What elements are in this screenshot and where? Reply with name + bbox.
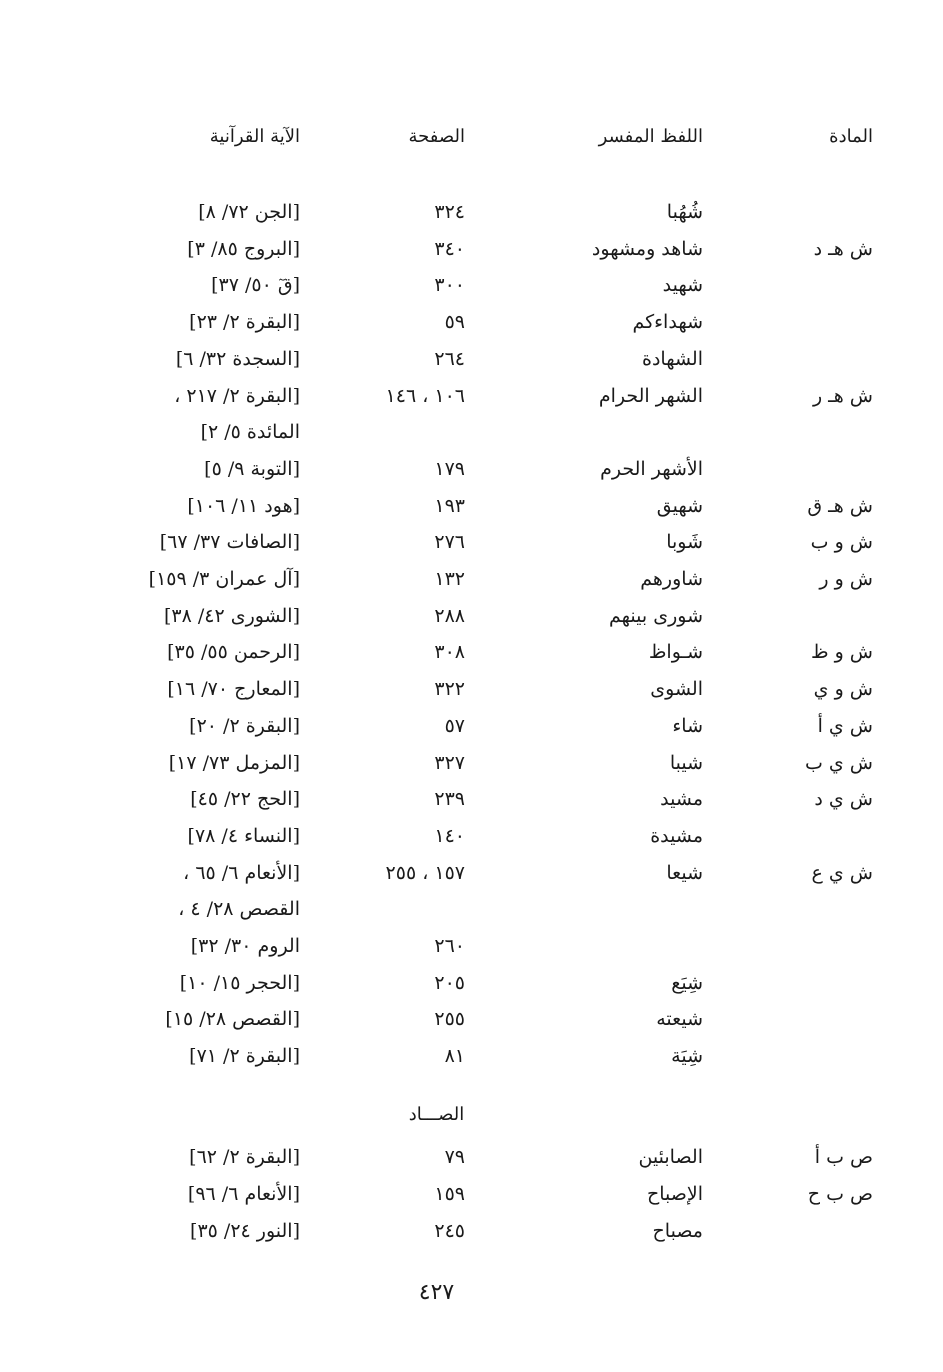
root-cell: ش هـ ق [807,494,873,517]
verse-cell: [البقرة ٢/ ٢١٧ ، [174,384,300,407]
root-cell: ش ي د [814,788,873,811]
root-cell: ص ب ح [807,1183,873,1205]
table-row [0,1004,943,1034]
page-cell: ٣٠٨ [434,641,465,664]
root-cell: ش ي ب [804,751,873,774]
word-cell: شُهُبا [666,201,703,223]
word-cell [513,417,703,447]
verse-cell: [البقرة ٢/ ٢٣] [189,311,300,334]
page-cell: ٥٩ [444,311,465,334]
verse-cell: [الشورى ٤٢/ ٣٨] [163,604,300,627]
table-header [0,122,943,152]
verse-cell: [الجن ٧٢/ ٨] [198,201,300,223]
root-cell [783,894,873,924]
verse-cell: [المعارج ٧٠/ ١٦] [167,678,300,701]
verse-cell: [البقرة ٢/ ٦٢] [189,1146,300,1168]
page-cell [325,417,465,447]
table-row [0,784,943,814]
page-cell: ١٧٩ [434,457,465,480]
page-cell: ٨١ [444,1045,465,1068]
table-row [0,601,943,631]
root-cell: ص ب أ [814,1146,873,1168]
page-number [0,1278,943,1308]
table-row [0,527,943,557]
root-cell [783,344,873,374]
word-cell: الشهادة [642,347,703,370]
page-number-text: ٤٢٧ [418,1280,455,1305]
table-row [0,564,943,594]
table-row [0,674,943,704]
page-cell: ٢٠٥ [434,971,465,994]
table-row [0,858,943,888]
verse-cell: المائدة ٥/ ٢] [200,421,300,444]
word-cell: الشهر الحرام [598,384,703,407]
page-cell: ١٣٢ [434,568,465,590]
root-cell: ش و ي [813,678,873,701]
root-cell: ش هـ د [813,237,873,260]
verse-cell: [القصص ٢٨/ ١٥] [165,1008,300,1031]
page-cell: ٢٣٩ [434,788,465,811]
page-cell: ٣٢٧ [434,751,465,774]
page-cell: ٣٤٠ [434,237,465,260]
table-row [0,344,943,374]
word-cell: شَوبا [666,531,703,554]
verse-cell: [الرحمن ٥٥/ ٣٥] [167,641,300,664]
word-cell: شورى بينهم [609,604,703,627]
table-row [0,381,943,411]
verse-cell: [هود ١١/ ١٠٦] [187,494,300,517]
verse-cell: القصص ٢٨/ ٤ ، [178,898,300,921]
word-cell: شاهد ومشهود [591,237,703,260]
verse-cell: [الأنعام ٦/ ٩٦] [187,1183,300,1205]
header-word: اللفظ المفسر [598,126,703,147]
page-cell: ٥٧ [444,714,465,737]
word-cell: الشوى [650,678,703,701]
root-cell: ش ي ع [811,861,873,884]
verse-cell: [البقرة ٢/ ٧١] [189,1045,300,1068]
word-cell: شِيَة [671,1045,703,1068]
word-cell: مشيدة [650,824,703,847]
verse-cell: [الصافات ٣٧/ ٦٧] [159,531,300,554]
root-cell: ش و ر [819,568,873,590]
root-cell [783,197,873,227]
section-title [0,1102,943,1128]
page-cell: ٢٨٨ [434,604,465,627]
root-cell [783,270,873,300]
header-verse: الآية القرآنية [209,126,300,147]
verse-cell: [آل عمران ٣/ ١٥٩] [148,568,300,590]
root-cell [783,931,873,961]
table-row [0,270,943,300]
word-cell: شهداءكم [632,311,703,334]
page-cell [325,894,465,924]
table-row [0,1142,943,1172]
root-cell [783,601,873,631]
table-row [0,711,943,741]
page-cell: ٢٦٠ [434,935,465,957]
root-cell [783,1041,873,1071]
table-row [0,454,943,484]
root-cell [783,821,873,851]
root-cell [783,1216,873,1246]
page-cell: ٢٥٥ [434,1008,465,1031]
page-cell: ٣٠٠ [434,274,465,297]
verse-cell: [الحج ٢٢/ ٤٥] [190,788,300,811]
word-cell: شيعا [666,861,703,884]
root-cell: ش هـ ر [812,384,873,407]
root-cell [783,1004,873,1034]
verse-cell: [النور ٢٤/ ٣٥] [190,1220,300,1242]
verse-cell: الروم ٣٠/ ٣٢] [190,935,300,957]
root-cell: ش و ب [810,531,873,554]
table-row [0,931,943,961]
word-cell: الصابئين [638,1146,703,1168]
table-row [0,197,943,227]
word-cell: شهيد [662,274,703,297]
word-cell: شهيق [656,494,703,517]
word-cell: شاورهم [640,568,703,590]
word-cell: مصباح [652,1220,703,1242]
verse-cell: [النساء ٤/ ٧٨] [187,824,300,847]
verse-cell: [المزمل ٧٣/ ١٧] [168,751,300,774]
header-page: الصفحة [408,126,465,147]
page-cell: ٢٤٥ [434,1220,465,1242]
table-row [0,307,943,337]
root-cell [783,454,873,484]
page-cell: ١٠٦ ، ١٤٦ [385,384,465,407]
header-root: المادة [829,126,873,147]
table-row [0,1216,943,1246]
word-cell: مشيد [660,788,703,811]
table-row [0,821,943,851]
word-cell: الأشهر الحرم [600,457,703,480]
table-row [0,491,943,521]
page-cell: ١٤٠ [434,824,465,847]
table-row [0,968,943,998]
table-row [0,894,943,924]
table-row [0,234,943,264]
verse-cell: [البروج ٨٥/ ٣] [187,237,300,260]
word-cell: الإصباح [646,1183,703,1205]
page-cell: ٧٩ [444,1146,465,1168]
page-cell: ٣٢٤ [434,201,465,223]
word-cell [513,931,703,961]
page-cell: ١٩٣ [434,494,465,517]
table-row [0,417,943,447]
root-cell: ش و ظ [810,641,873,664]
table-row [0,637,943,667]
word-cell: شـواظ [648,641,703,664]
verse-cell: [البقرة ٢/ ٢٠] [189,714,300,737]
word-cell: شاء [672,714,703,737]
verse-cell: [الحجر ١٥/ ١٠] [179,971,300,994]
section-title-text: الصـــاد [408,1104,465,1125]
root-cell [783,968,873,998]
word-cell: شيبا [669,751,703,774]
page-cell: ١٥٧ ، ٢٥٥ [385,861,465,884]
verse-cell: [السجدة ٣٢/ ٦] [175,347,300,370]
root-cell [783,417,873,447]
table-row [0,1179,943,1209]
page-cell: ١٥٩ [434,1183,465,1205]
root-cell: ش ي أ [817,714,873,737]
table-row [0,748,943,778]
verse-cell: [قٓ ٥٠/ ٣٧] [211,274,300,297]
word-cell: شِيَع [671,971,703,994]
table-row [0,1041,943,1071]
page-cell: ٣٢٢ [434,678,465,701]
root-cell [783,307,873,337]
page-cell: ٢٧٦ [434,531,465,554]
verse-cell: [الأنعام ٦/ ٦٥ ، [183,861,300,884]
verse-cell: [التوبة ٩/ ٥] [204,457,300,480]
page-cell: ٢٦٤ [434,347,465,370]
word-cell [513,894,703,924]
word-cell: شيعته [656,1008,703,1031]
